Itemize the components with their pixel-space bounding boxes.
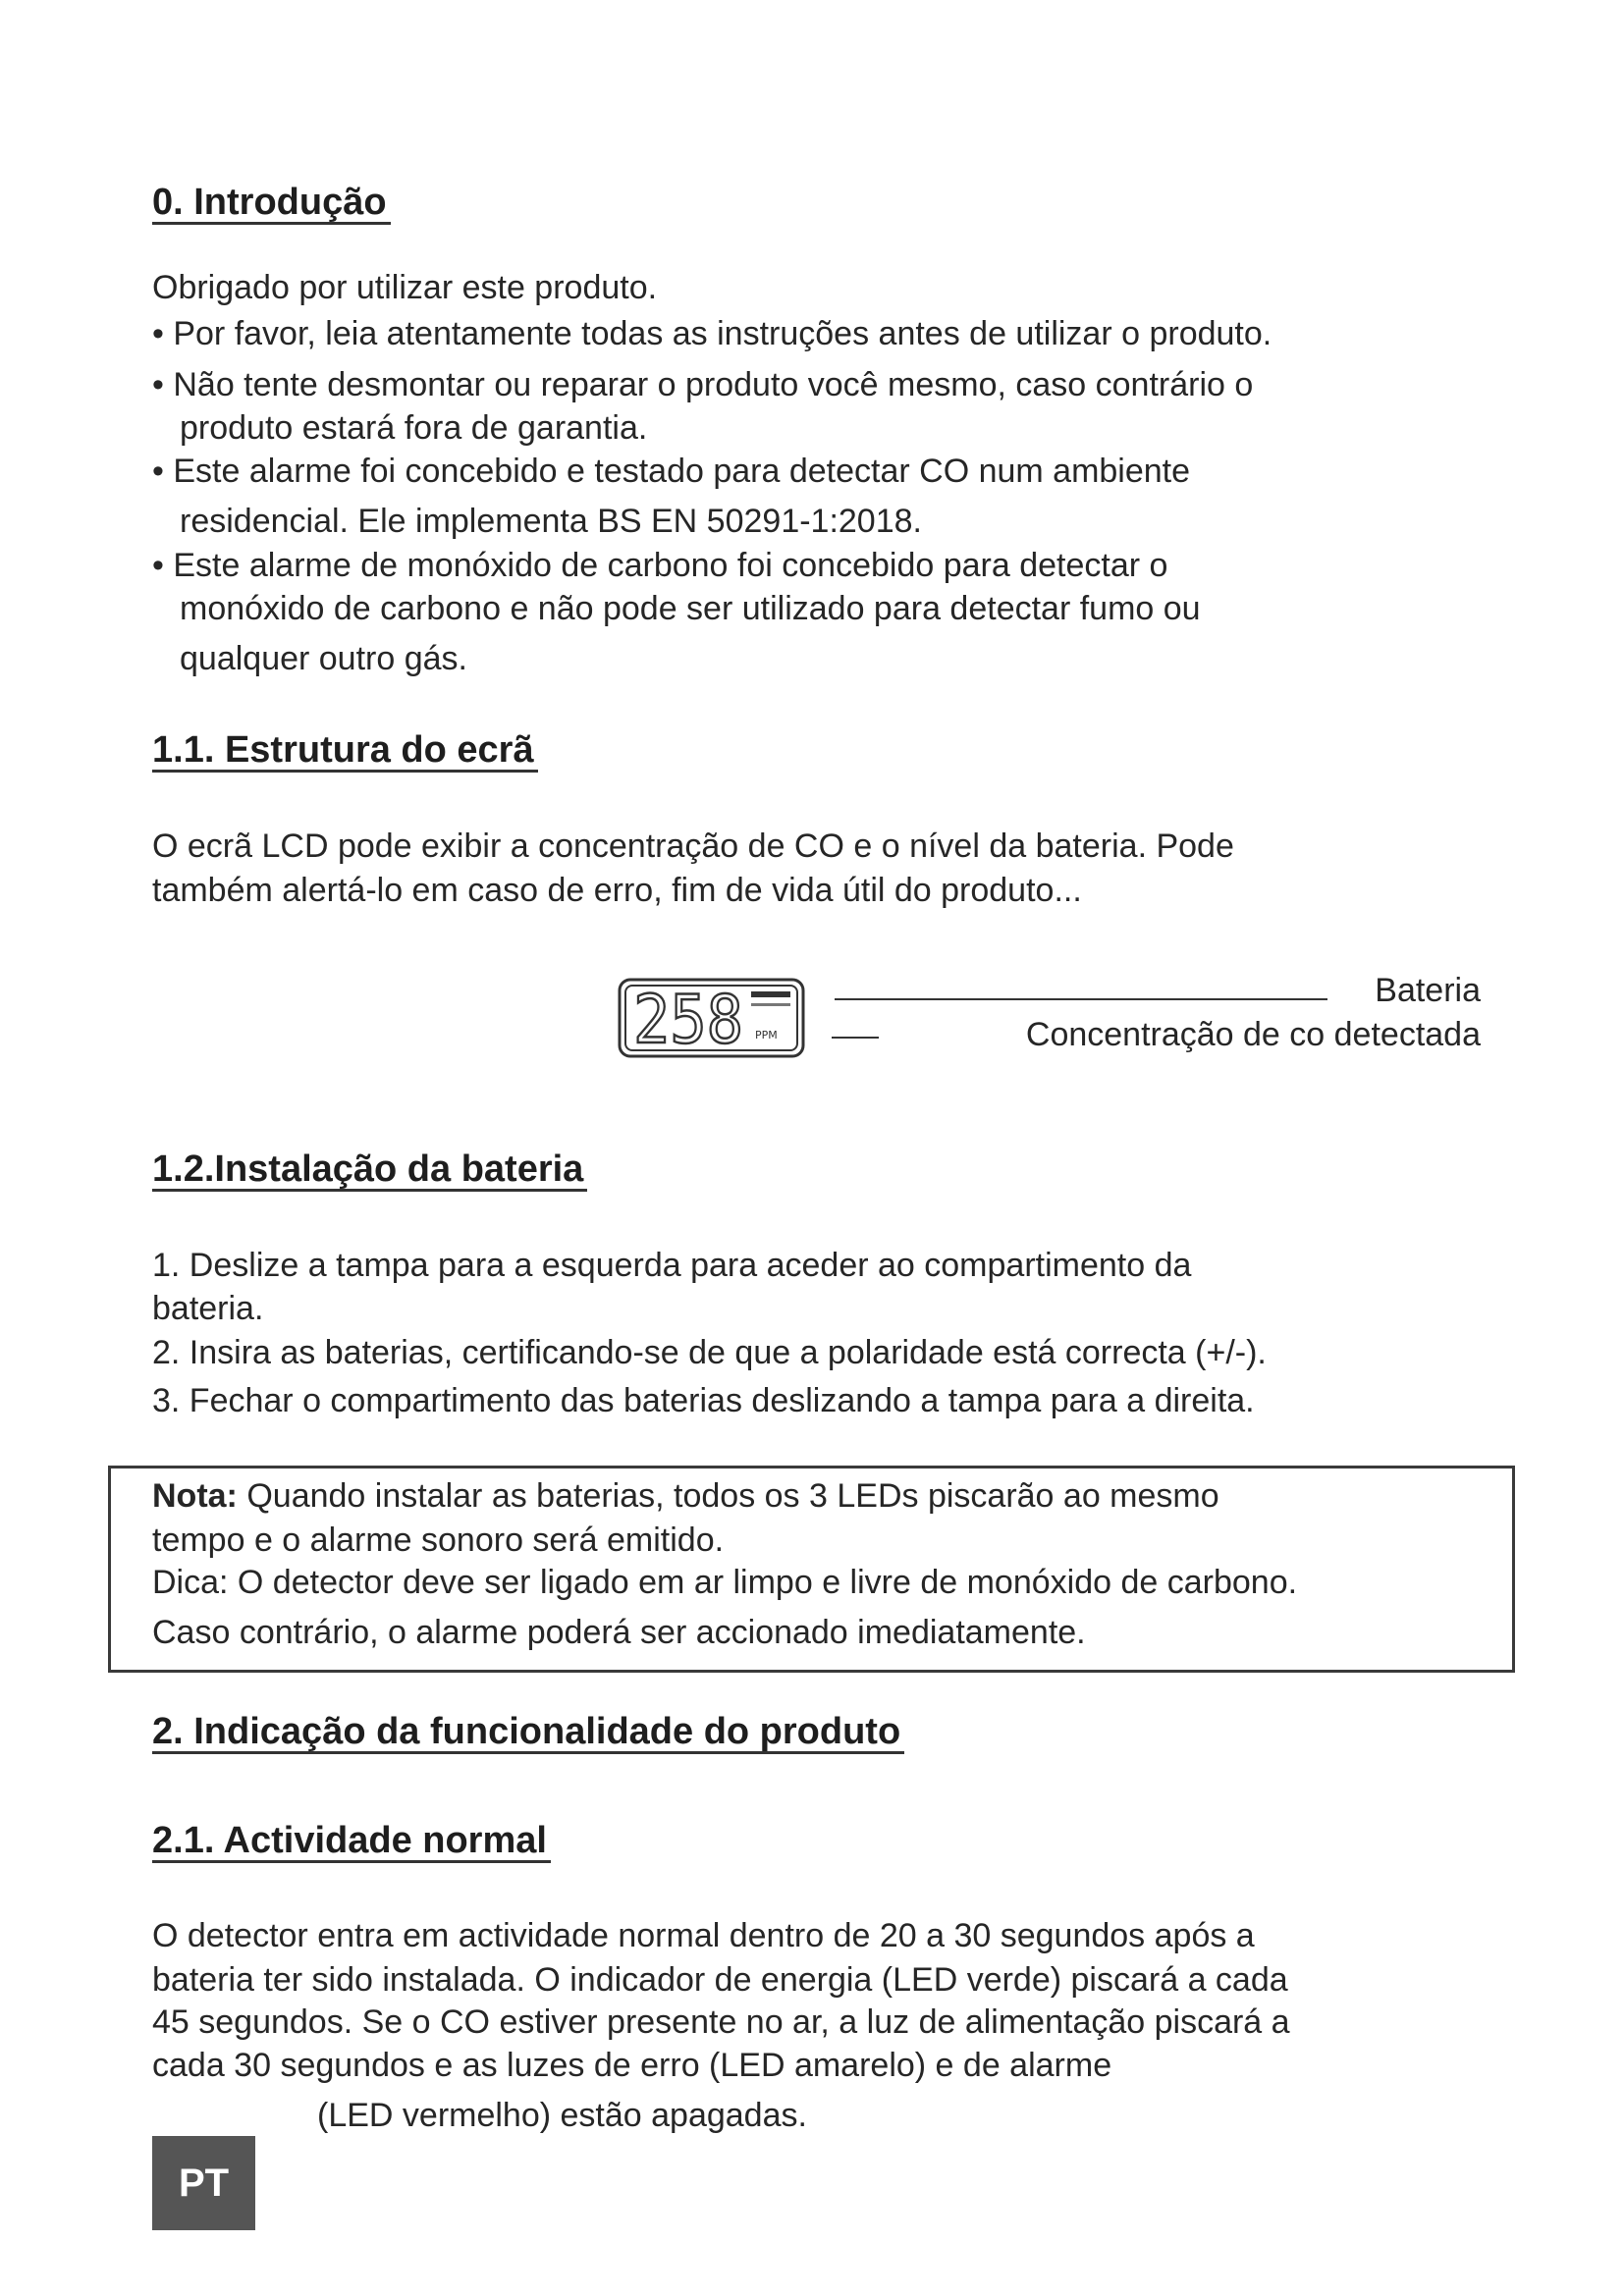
note-line (152, 1474, 1219, 1518)
battery-install-heading: 1.2.Instalação da bateria (152, 1149, 587, 1192)
functionality-heading: 2. Indicação da funcionalidade do produto (152, 1712, 904, 1754)
intro-bullet-cont: produto estará fora de garantia. (180, 409, 648, 447)
normal-activity-line: (LED vermelho) estão apagadas. (317, 2097, 807, 2134)
concentration-callout-label: Concentração de co detectada (1025, 1016, 1481, 1053)
note-text: Quando instalar as baterias, todos os 3 LEDs piscarão ao mesmo (237, 1477, 1219, 1515)
normal-activity-line: 45 segundos. Se o CO estiver presente no ar, a luz de alimentação piscará a (152, 2003, 1290, 2041)
intro-bullet: • Por favor, leia atentamente todas as instruções antes de utilizar o produto. (152, 315, 1272, 352)
note-tip-line: Caso contrário, o alarme poderá ser accionado imediatamente. (152, 1614, 1086, 1651)
note-label: Nota: (152, 1477, 238, 1515)
concentration-callout-line (832, 1037, 879, 1039)
intro-line: Obrigado por utilizar este produto. (152, 269, 658, 306)
screen-paragraph-line: O ecrã LCD pode exibir a concentração de CO e o nível da bateria. Pode (152, 828, 1234, 865)
battery-bar-icon (751, 1003, 790, 1006)
screen-structure-heading: 1.1. Estrutura do ecrã (152, 730, 538, 773)
normal-activity-line: bateria ter sido instalada. O indicador de energia (LED verde) piscará a cada (152, 1961, 1288, 1999)
note-tip-line: Dica: O detector deve ser ligado em ar limpo e livre de monóxido de carbono. (152, 1564, 1298, 1601)
normal-activity-line: O detector entra em actividade normal dentro de 20 a 30 segundos após a (152, 1917, 1255, 1954)
intro-bullet-cont: residencial. Ele implementa BS EN 50291-1:2018. (180, 503, 922, 540)
intro-bullet-cont: monóxido de carbono e não pode ser utilizado para detectar fumo ou (180, 590, 1201, 627)
lcd-display-illustration (618, 978, 805, 1058)
language-tab: PT (152, 2136, 255, 2230)
intro-bullet: • Este alarme de monóxido de carbono foi concebido para detectar o (152, 547, 1168, 584)
battery-callout-line (835, 998, 1327, 1000)
note-line: tempo e o alarme sonoro será emitido. (152, 1522, 725, 1559)
intro-bullet: • Não tente desmontar ou reparar o produto você mesmo, caso contrário o (152, 366, 1254, 403)
battery-step-cont: bateria. (152, 1290, 264, 1327)
battery-step: 3. Fechar o compartimento das baterias deslizando a tampa para a direita. (152, 1382, 1255, 1419)
intro-bullet: • Este alarme foi concebido e testado para detectar CO num ambiente (152, 453, 1191, 490)
intro-bullet-cont: qualquer outro gás. (180, 640, 467, 677)
intro-heading: 0. Introdução (152, 183, 391, 225)
screen-paragraph-line: também alertá-lo em caso de erro, fim de vida útil do produto... (152, 872, 1082, 909)
lcd-unit-label: PPM (755, 1029, 778, 1041)
lcd-co-value: 258 (633, 982, 743, 1058)
battery-step: 2. Insira as baterias, certificando-se de que a polaridade está correcta (+/-). (152, 1334, 1267, 1371)
normal-activity-heading: 2.1. Actividade normal (152, 1821, 551, 1863)
normal-activity-line: cada 30 segundos e as luzes de erro (LED amarelo) e de alarme (152, 2047, 1112, 2084)
battery-bar-icon (751, 991, 790, 997)
battery-step: 1. Deslize a tampa para a esquerda para aceder ao compartimento da (152, 1247, 1192, 1284)
battery-callout-label: Bateria (1375, 972, 1481, 1009)
